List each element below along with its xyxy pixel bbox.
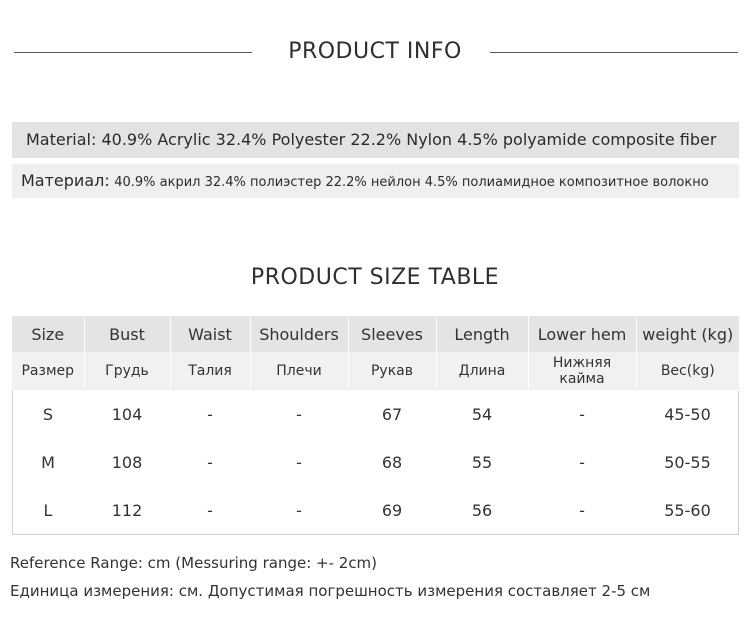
- cell-sleeves: 69: [381, 500, 403, 520]
- header-shoulders-ru: Плечи: [250, 352, 348, 390]
- header-bust: Bust: [84, 316, 170, 352]
- table-row: [12, 438, 739, 486]
- cell-weight: 55-60: [664, 500, 711, 520]
- material-ru: [12, 164, 739, 198]
- cell-size: S: [42, 404, 54, 424]
- cell-waist: -: [207, 404, 213, 424]
- header-weight-ru: Вес(kg): [636, 352, 739, 390]
- header-waist-ru: Талия: [170, 352, 250, 390]
- cell-bust: 108: [111, 452, 143, 472]
- cell-lower-hem: -: [579, 404, 585, 424]
- header-size: Size: [12, 316, 84, 352]
- header-sleeves-ru: Рукав: [348, 352, 436, 390]
- material-en: Material: 40.9% Acrylic 32.4% Polyester 22.2% Nylon 4.5% polyamide composite fiber: [12, 122, 739, 158]
- cell-weight: 50-55: [664, 452, 711, 472]
- cell-shoulders: -: [296, 452, 302, 472]
- cell-size: M: [41, 452, 55, 472]
- header-row-ru: [12, 352, 739, 390]
- cell-length: 56: [471, 500, 493, 520]
- header-length: Length: [436, 316, 528, 352]
- header-bust-ru: Грудь: [84, 352, 170, 390]
- cell-shoulders: -: [296, 404, 302, 424]
- header-waist: Waist: [170, 316, 250, 352]
- header-weight: weight (kg): [636, 316, 739, 352]
- table-row: [12, 486, 739, 534]
- header-lower-hem-ru: Нижняя кайма: [528, 352, 636, 390]
- cell-shoulders: -: [296, 500, 302, 520]
- divider-right: [490, 52, 738, 53]
- header-length-ru: Длина: [436, 352, 528, 390]
- material-ru-value: 40.9% акрил 32.4% полиэстер 22.2% нейлон 4.5% полиамидное композитное волокно: [114, 175, 709, 190]
- reference-range-ru: Единица измерения: см. Допустимая погрешность измерения составляет 2-5 см: [10, 582, 651, 600]
- material-ru-label: Материал:: [21, 171, 110, 190]
- size-table: [12, 316, 739, 534]
- header-shoulders: Shoulders: [250, 316, 348, 352]
- cell-weight: 45-50: [664, 404, 711, 424]
- cell-length: 54: [471, 404, 493, 424]
- table-row: [12, 390, 739, 438]
- cell-lower-hem: -: [579, 500, 585, 520]
- cell-bust: 104: [111, 404, 143, 424]
- size-table-title: PRODUCT SIZE TABLE: [250, 265, 500, 290]
- cell-waist: -: [207, 500, 213, 520]
- cell-bust: 112: [111, 500, 143, 520]
- reference-range-en: Reference Range: cm (Messuring range: +- 2cm): [10, 554, 378, 572]
- cell-size: L: [43, 500, 53, 520]
- cell-waist: -: [207, 452, 213, 472]
- product-info-title: PRODUCT INFO: [288, 39, 462, 64]
- header-size-ru: Размер: [12, 352, 84, 390]
- cell-length: 55: [471, 452, 493, 472]
- cell-sleeves: 67: [381, 404, 403, 424]
- product-info-header: [0, 32, 750, 72]
- header-row-en: [12, 316, 739, 352]
- cell-lower-hem: -: [579, 452, 585, 472]
- header-lower-hem: Lower hem: [528, 316, 636, 352]
- cell-sleeves: 68: [381, 452, 403, 472]
- header-sleeves: Sleeves: [348, 316, 436, 352]
